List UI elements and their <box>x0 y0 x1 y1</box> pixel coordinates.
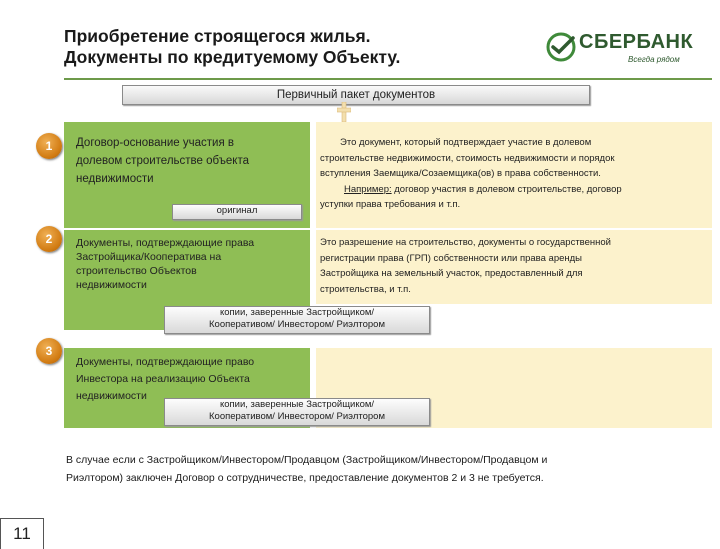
packet-label-box <box>122 85 590 105</box>
row-2-title-line-4: недвижимости <box>76 279 147 291</box>
row-1-original-tag <box>172 204 302 220</box>
header-divider <box>64 78 712 80</box>
row-1-desc-line-2: строительстве недвижимости, стоимость недвижимости и порядок <box>320 152 615 164</box>
row-2-desc-line-1: Это разрешение на строительство, документы о государственной <box>320 237 611 248</box>
row-2-copies-tag <box>164 306 430 334</box>
row-1-title-line-3: недвижимости <box>76 173 154 185</box>
row-2-title-line-1: Документы, подтверждающие права <box>76 237 255 249</box>
footnote-line-2: Риэлтором) заключен Договор о сотрудничестве, предоставление документов 2 и 3 не требуется. <box>66 472 544 484</box>
row-3-tag-line-1: копии, заверенные Застройщиком/ <box>219 399 375 410</box>
footnote <box>66 451 686 487</box>
row-2-description <box>320 235 708 297</box>
row-3-title-line-3: недвижимости <box>76 390 147 402</box>
row-2-title-line-2: Застройщика/Кооператива на <box>76 251 222 263</box>
title-line-1: Приобретение строящегося жилья. <box>64 26 371 46</box>
row-1-title-line-2: долевом строительстве объекта <box>76 155 249 167</box>
page-title <box>64 26 400 68</box>
row-3-tag-line-2: Кооперативом/ Инвестором/ Риэлтором <box>209 411 385 422</box>
row-2-tag-line-1: копии, заверенные Застройщиком/ <box>219 307 375 318</box>
row-3-title-line-1: Документы, подтверждающие право <box>76 356 255 368</box>
row-2-tag-line-2: Кооперативом/ Инвестором/ Риэлтором <box>209 319 385 330</box>
logo-slogan: Всегда рядом <box>628 55 680 64</box>
row-2-desc-line-2: регистрации права (ГРП) собственности или права аренды <box>320 252 583 264</box>
row-1-tag-text: оригинал <box>216 205 258 216</box>
row-3-number-badge: 3 <box>36 338 62 364</box>
row-1-desc-line-5: уступки права требования и т.п. <box>320 199 461 210</box>
row-1-description <box>320 135 708 213</box>
footnote-line-1: В случае если с Застройщиком/Инвестором/Продавцом (Застройщиком/Инвестором/Продавцом и <box>66 454 548 466</box>
row-2-title <box>76 236 254 292</box>
row-2-desc-line-3: Застройщика на земельный участок, предоставленный для <box>320 268 583 279</box>
row-2-desc-line-4: строительства, и т.п. <box>320 283 411 295</box>
row-3-title-line-2: Инвестора на реализацию Объекта <box>76 373 250 385</box>
row-3-copies-tag <box>164 398 430 426</box>
row-2-number-badge: 2 <box>36 226 62 252</box>
sberbank-logo-icon <box>546 32 576 62</box>
logo-brand-text: СБЕРБАНК <box>579 31 694 53</box>
row-1-desc-line-4 <box>320 182 708 198</box>
row-1-number-badge: 1 <box>36 133 62 159</box>
row-1-title <box>76 134 249 188</box>
row-1-desc-line-4-text: договор участия в долевом строительстве, договор <box>391 183 622 195</box>
packet-label: Первичный пакет документов <box>276 89 436 101</box>
row-1-desc-line-1: Это документ, который подтверждает участие в долевом <box>340 137 592 148</box>
plus-connector-icon <box>337 102 351 122</box>
row-1-title-line-1: Договор-основание участия в <box>76 137 234 149</box>
sberbank-logo <box>546 30 696 70</box>
row-2-title-line-3: строительство Объектов <box>76 265 197 277</box>
page-number: 11 <box>0 518 44 549</box>
row-1-desc-line-3: вступления Заемщика/Созаемщика(ов) в права собственности. <box>320 168 601 179</box>
title-line-2: Документы по кредитуемому Объекту. <box>64 47 401 67</box>
row-1-example-label: Например: <box>344 183 392 195</box>
